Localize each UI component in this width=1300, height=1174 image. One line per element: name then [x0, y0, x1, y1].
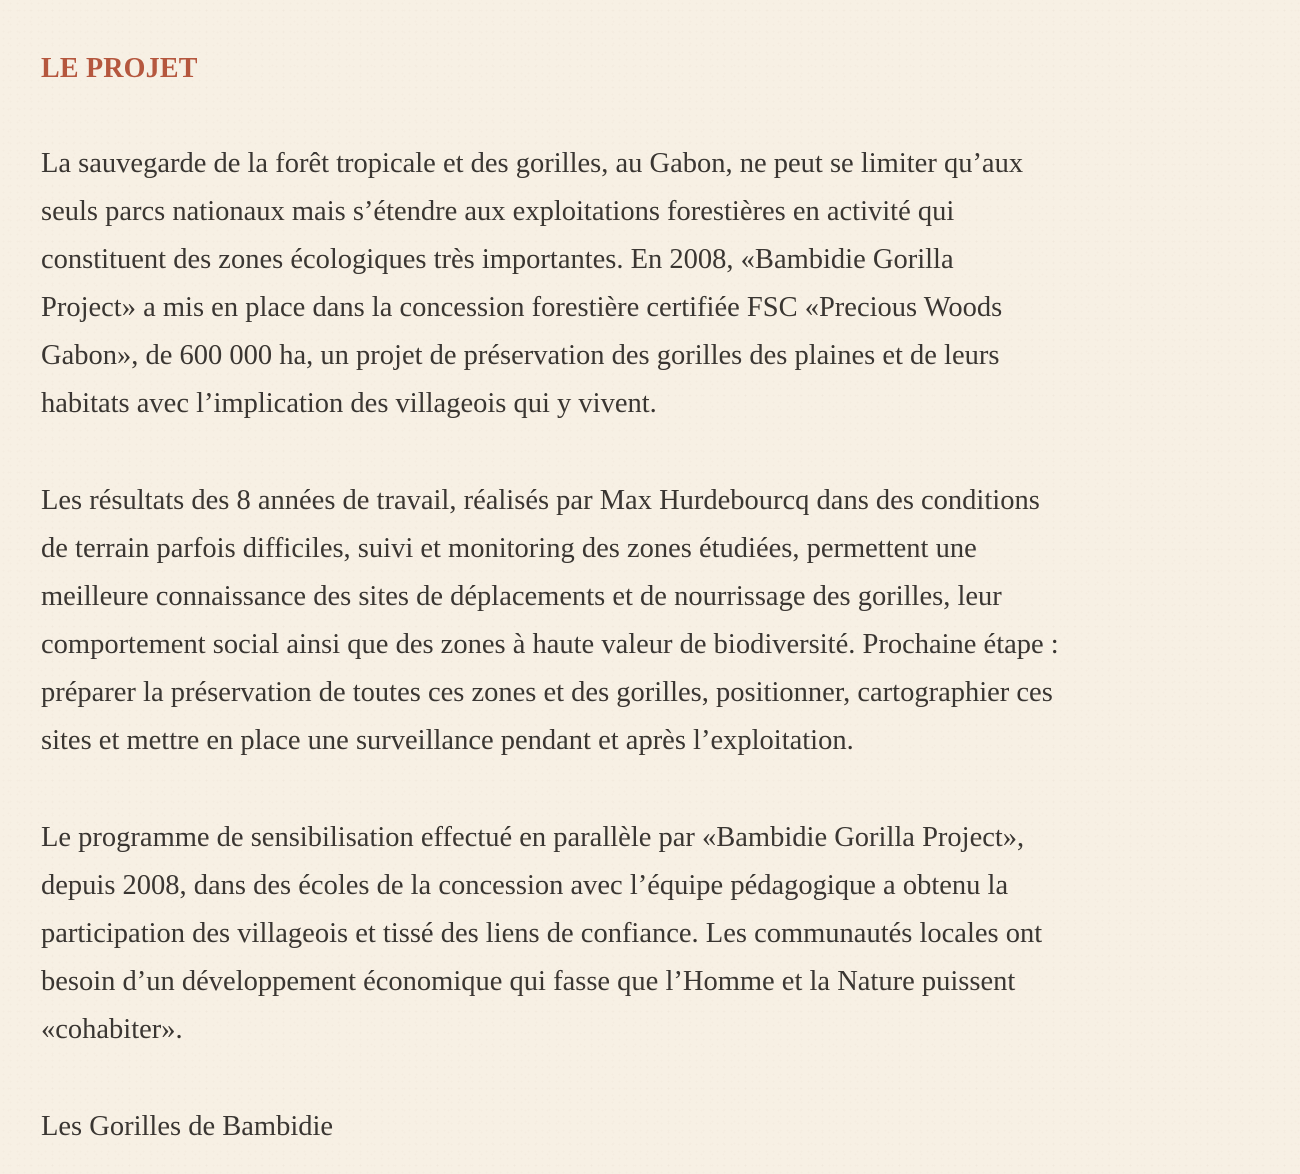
paragraph-line: préparer la préservation de toutes ces zones et des gorilles, positionner, cartographier ces — [41, 677, 1053, 708]
paragraph-line: Les résultats des 8 années de travail, réalisés par Max Hurdebourcq dans des conditions — [41, 485, 1040, 516]
paragraph-line: de terrain parfois difficiles, suivi et monitoring des zones étudiées, permettent une — [41, 533, 977, 564]
signature-text: Les Gorilles de Bambidie — [41, 1111, 334, 1142]
paragraph-line: besoin d’un développement économique qui fasse que l’Homme et la Nature puissent — [41, 966, 1016, 997]
paragraph-intro — [41, 140, 1023, 428]
paragraph-line: La sauvegarde de la forêt tropicale et des gorilles, au Gabon, ne peut se limiter qu’aux — [41, 148, 1024, 179]
paragraph-line: meilleure connaissance des sites de déplacements et de nourrissage des gorilles, leur — [41, 581, 1002, 612]
section-title: LE PROJET — [41, 53, 198, 84]
paragraph-line: seuls parcs nationaux mais s’étendre aux exploitations forestières en activité qui — [41, 196, 955, 227]
signature — [41, 1103, 333, 1151]
paragraph-line: participation des villageois et tissé des liens de confiance. Les communautés locales ont — [41, 918, 1043, 949]
paragraph-line: constituent des zones écologiques très importantes. En 2008, «Bambidie Gorilla — [41, 244, 954, 275]
paragraph-line: sites et mettre en place une surveillance pendant et après l’exploitation. — [41, 725, 854, 756]
paragraph-awareness — [41, 814, 1042, 1054]
paragraph-line: «cohabiter». — [41, 1014, 183, 1045]
paragraph-line: Gabon», de 600 000 ha, un projet de préservation des gorilles des plaines et de leurs — [41, 340, 1000, 371]
paragraph-line: comportement social ainsi que des zones à haute valeur de biodiversité. Prochaine étape : — [41, 629, 1059, 660]
paragraph-line: Project» a mis en place dans la concession forestière certifiée FSC «Precious Woods — [41, 292, 1003, 323]
paragraph-line: Le programme de sensibilisation effectué en parallèle par «Bambidie Gorilla Project», — [41, 822, 1025, 853]
article — [41, 48, 1271, 1142]
paragraph-results — [41, 477, 1059, 765]
paragraph-line: habitats avec l’implication des villageois qui y vivent. — [41, 388, 657, 419]
paragraph-line: depuis 2008, dans des écoles de la concession avec l’équipe pédagogique a obtenu la — [41, 870, 1009, 901]
